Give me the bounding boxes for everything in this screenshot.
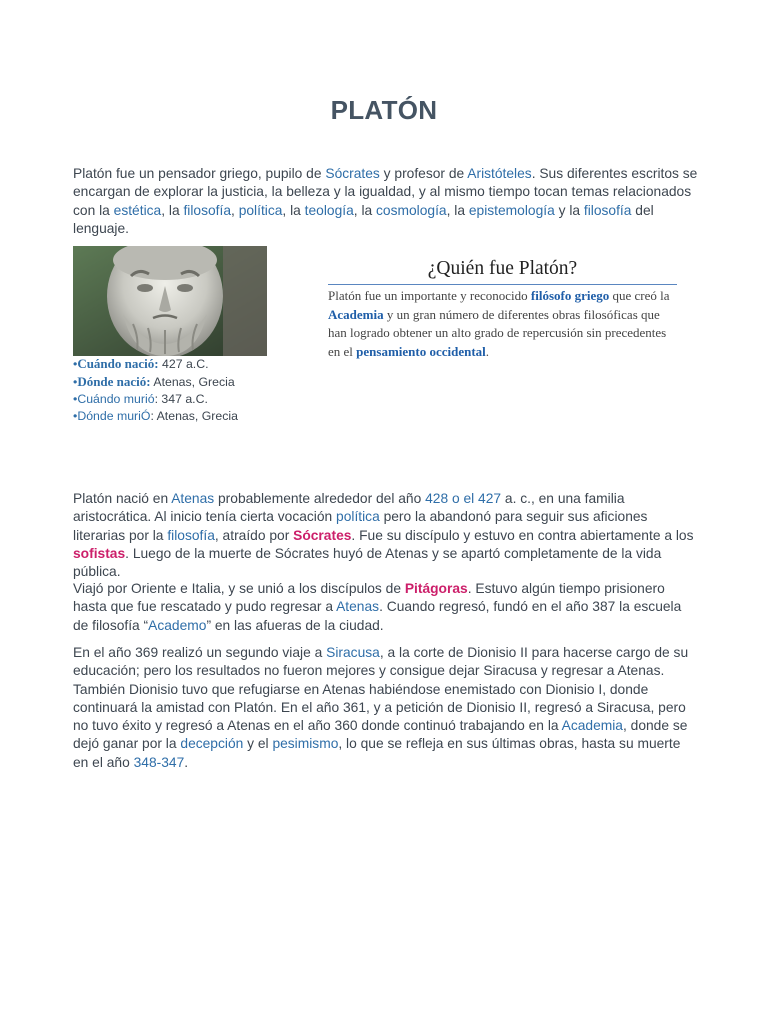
inline-link[interactable]: teología xyxy=(304,202,354,218)
text-run: . Cuando regresó, fundó en el año 387 la escuela de filosofía “ xyxy=(73,599,682,633)
inline-link[interactable]: 428 o el 427 xyxy=(425,491,502,506)
text-run: . Fue su discípulo y estuvo en contra abiertamente a los xyxy=(351,527,694,543)
text-run: del lenguaje. xyxy=(73,202,654,236)
inline-link[interactable]: filosofía xyxy=(583,202,632,218)
text-run: . Luego de la muerte de Sócrates huyó de Atenas y se apartó completamente de la vida pública. xyxy=(73,545,662,580)
text-run: y profesor de xyxy=(379,166,468,181)
inline-link[interactable]: Sócrates xyxy=(325,166,380,181)
facts-list xyxy=(73,355,238,425)
who-box xyxy=(328,258,677,361)
fact-label: Cuándo murió xyxy=(77,392,155,406)
text-run: y el xyxy=(243,736,273,752)
inline-link[interactable]: Sócrates xyxy=(293,527,352,543)
fact-label: Cuándo nació: xyxy=(77,356,159,371)
inline-link[interactable]: sofistas xyxy=(73,545,126,561)
text-run: , la xyxy=(446,202,469,218)
text-run: . Sus diferentes escritos se encargan de explorar la justicia, la belleza y la igualdad, y al mismo tiempo tocan temas relacionados con la xyxy=(73,166,698,218)
intro-paragraph xyxy=(73,165,698,238)
text-run: , xyxy=(231,202,239,218)
text-run: Viajó por Oriente e Italia, y se unió a los discípulos de xyxy=(73,581,405,596)
inline-link[interactable]: pensamiento occidental xyxy=(356,343,486,359)
inline-link[interactable]: filosofía xyxy=(167,527,215,543)
who-text xyxy=(328,287,677,361)
fact-item xyxy=(73,408,238,425)
bullet: • xyxy=(73,409,78,423)
text-run: , atraído por xyxy=(214,527,294,543)
text-run: , la xyxy=(282,202,305,218)
plato-bust-photo xyxy=(73,246,267,356)
text-run: Platón fue un pensador griego, pupilo de xyxy=(73,166,326,181)
fact-value: Atenas, Grecia xyxy=(150,375,235,389)
inline-link[interactable]: Pitágoras xyxy=(404,581,468,596)
text-run: a. c., en una familia aristocrática. Al inicio tenía cierta vocación xyxy=(73,491,625,525)
inline-link[interactable]: Academia xyxy=(328,306,384,322)
fact-value: 427 a.C. xyxy=(158,357,209,371)
page-title: PLATÓN xyxy=(330,95,438,125)
inline-link[interactable]: estética xyxy=(113,202,162,218)
bullet: • xyxy=(73,392,78,406)
inline-link[interactable]: filósofo griego xyxy=(530,288,610,303)
bio-paragraph-2 xyxy=(73,580,698,635)
inline-link[interactable]: Academia xyxy=(561,718,623,734)
text-run: probablemente alrededor del año xyxy=(214,491,426,506)
inline-link[interactable]: política xyxy=(336,509,380,525)
text-run: pero la abandonó para seguir sus aficiones literarias por la xyxy=(73,509,648,543)
inline-link[interactable]: Academo xyxy=(148,617,207,633)
text-run: , donde se dejó ganar por la xyxy=(73,718,688,752)
inline-link[interactable]: Aristóteles xyxy=(467,166,532,181)
fact-item xyxy=(73,391,238,408)
text-run: ” en las afueras de la ciudad. xyxy=(206,617,384,633)
inline-link[interactable]: epistemología xyxy=(468,202,555,218)
inline-link[interactable]: política xyxy=(238,202,283,218)
text-run: , la xyxy=(353,202,377,218)
inline-link[interactable]: cosmología xyxy=(376,202,447,218)
text-run: . xyxy=(485,343,490,359)
who-heading: ¿Quién fue Platón? xyxy=(328,258,677,285)
text-run: Platón fue un importante y reconocido xyxy=(328,288,531,303)
inline-link[interactable]: pesimismo xyxy=(272,736,339,752)
text-run: En el año 369 realizó un segundo viaje a xyxy=(73,645,327,660)
bio-paragraph-1 xyxy=(73,490,698,581)
text-run: . xyxy=(184,754,189,770)
fact-label: Dónde nació: xyxy=(77,374,151,389)
text-run: . Estuvo algún tiempo prisionero hasta que fue rescatado y pudo regresar a xyxy=(73,581,665,615)
fact-value: : Atenas, Grecia xyxy=(150,409,238,423)
bullet: • xyxy=(73,357,78,371)
text-run: , la xyxy=(161,202,184,218)
inline-link[interactable]: Siracusa xyxy=(326,645,380,660)
inline-link[interactable]: Atenas xyxy=(336,599,380,615)
inline-link[interactable]: filosofía xyxy=(183,202,232,218)
fact-item xyxy=(73,355,238,373)
text-run: y la xyxy=(554,202,584,218)
text-run: y un gran número de diferentes obras filosóficas que han logrado obtener un alto grado de repercusión sin precedentes en el xyxy=(328,306,667,359)
plato-bust-image xyxy=(73,246,267,356)
bio-paragraph-3 xyxy=(73,644,698,772)
text-run: , lo que se refleja en sus últimas obras, hasta su muerte en el año xyxy=(73,736,681,770)
fact-value: : 347 a.C. xyxy=(154,392,208,406)
inline-link[interactable]: decepción xyxy=(180,736,244,752)
fact-item xyxy=(73,373,238,391)
text-run: , a la corte de Dionisio II para hacerse cargo de su educación; pero los resultados no fueron mejores y consigue dejar Siracusa y regresar a Atenas. También Dionisio tuvo que refugiarse en Atenas habiéndose enemistado con Dionisio I, donde continuará la amistad con Platón. En el año 361, y a petición de Dionisio II, regresó a Siracusa, pero no tuvo éxito y regresó a Atenas en el año 360 donde continuó trabajando en la xyxy=(73,645,689,734)
bullet: • xyxy=(73,375,78,389)
text-run: Platón nació en xyxy=(73,491,172,506)
text-run: que creó la xyxy=(609,288,670,303)
inline-link[interactable]: 348-347 xyxy=(133,754,185,770)
fact-label: Dónde muriÓ xyxy=(77,409,151,423)
inline-link[interactable]: Atenas xyxy=(171,491,215,506)
